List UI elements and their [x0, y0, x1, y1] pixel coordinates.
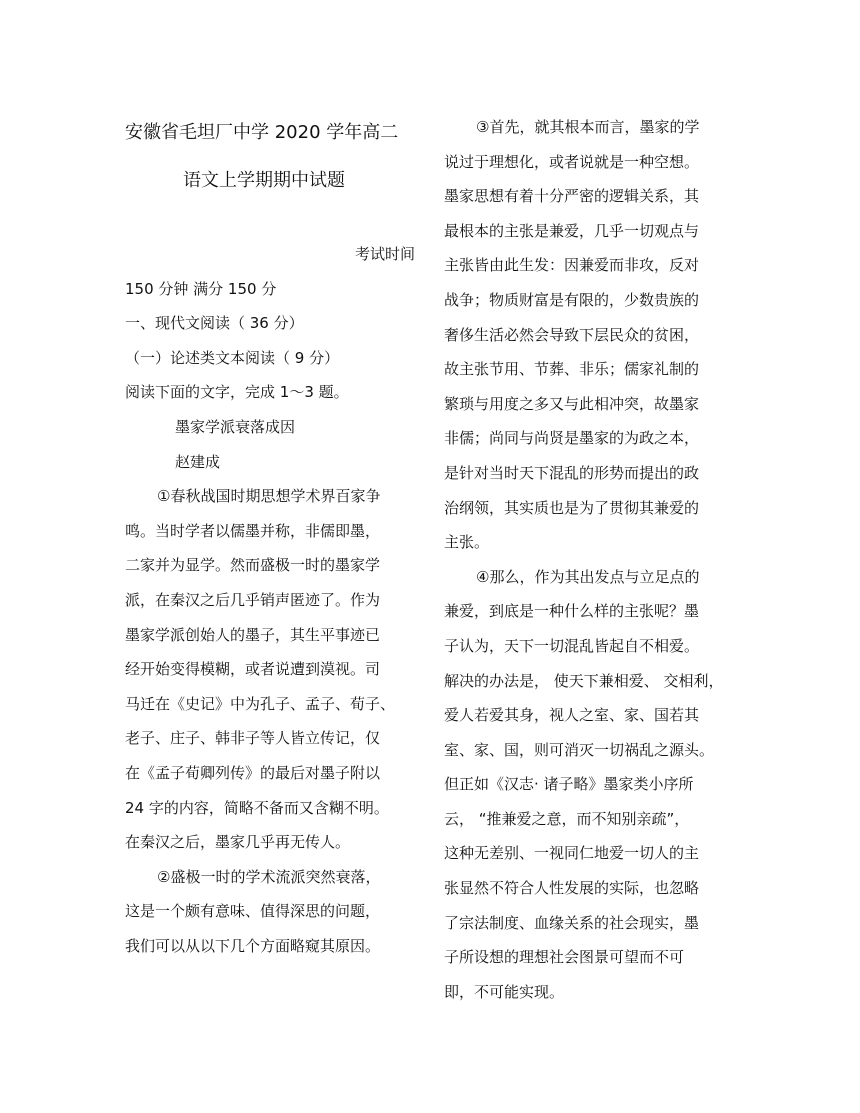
text-line: 室、家、国，则可消灭一切祸乱之源头。: [444, 740, 715, 759]
text-line: 了宗法制度、血缘关系的社会现实，墨: [444, 913, 700, 932]
text-line: 云， “推兼爱之意，而不知别亲疏”，: [444, 809, 690, 828]
text-line: 派，在秦汉之后几乎销声匿迹了。作为: [125, 590, 381, 609]
subsection-heading: （一）论述类文本阅读（ 9 分）: [125, 348, 340, 367]
text-line: 老子、庄子、韩非子等人皆立传记，仅: [125, 729, 381, 748]
text-line: 经开始变得模糊，或者说遭到漠视。司: [125, 660, 381, 679]
text-line: 说过于理想化，或者说就是一种空想。: [444, 152, 700, 171]
text-line: 墨家学派创始人的墨子，其生平事迹已: [125, 625, 381, 644]
text-line: 但正如《汉志· 诸子略》墨家类小序所: [444, 775, 694, 794]
text-line: ④那么，作为其出发点与立足点的: [476, 567, 700, 586]
text-line: 最根本的主张是兼爱，几乎一切观点与: [444, 221, 700, 240]
text-line: 即，不可能实现。: [444, 982, 565, 1001]
text-line: 这种无差别、一视同仁地爱一切人的主: [444, 844, 700, 863]
text-line: 是针对当时天下混乱的形势而提出的政: [444, 463, 700, 482]
paragraph-3: [444, 110, 744, 560]
article-author: 赵建成: [175, 452, 221, 471]
text-line: 繁琐与用度之多又与此相冲突，故墨家: [444, 394, 700, 413]
text-line: 治纲领，其实质也是为了贯彻其兼爱的: [444, 498, 700, 517]
paragraph-4: [444, 560, 744, 1010]
text-line: 这是一个颇有意味、值得深思的问题，: [125, 902, 381, 921]
paragraph-2: [125, 860, 415, 964]
document-title-line-1: 安徽省毛坦厂中学 2020 学年高二: [125, 122, 399, 143]
instruction-text: 阅读下面的文字，完成 1～3 题。: [125, 383, 349, 402]
text-line: 鸣。当时学者以儒墨并称，非儒即墨，: [125, 521, 381, 540]
text-line: 兼爱，到底是一种什么样的主张呢？墨: [444, 602, 700, 621]
text-line: 在秦汉之后，墨家几乎再无传人。: [125, 833, 351, 852]
text-line: ②盛极一时的学术流派突然衰落，: [157, 867, 381, 886]
text-line: 张显然不符合人性发展的实际，也忽略: [444, 879, 700, 898]
text-line: 非儒；尚同与尚贤是墨家的为政之本，: [444, 429, 700, 448]
document-title-line-2: 语文上学期期中试题: [183, 170, 345, 191]
paragraph-1: [125, 479, 415, 860]
text-line: 马迁在《史记》中为孔子、孟子、荀子、: [125, 694, 396, 713]
text-line: 解决的办法是， 使天下兼相爱、 交相利，: [444, 671, 724, 690]
text-line: 爱人若爱其身，视人之室、家、国若其: [444, 706, 700, 725]
section-heading: 一、现代文阅读（ 36 分）: [125, 314, 304, 333]
exam-info: 150 分钟 满分 150 分: [125, 279, 277, 298]
text-line: 子认为，天下一切混乱皆起自不相爱。: [444, 636, 700, 655]
text-line: 主张皆由此生发：因兼爱而非攻，反对: [444, 256, 700, 275]
left-column: [125, 115, 415, 963]
text-line: ①春秋战国时期思想学术界百家争: [157, 487, 381, 506]
article-title: 墨家学派衰落成因: [175, 417, 296, 436]
text-line: ③首先，就其根本而言，墨家的学: [476, 118, 700, 136]
text-line: 我们可以从以下几个方面略窥其原因。: [125, 936, 381, 955]
text-line: 子所设想的理想社会图景可望而不可: [444, 948, 685, 967]
exam-time-label: 考试时间: [354, 245, 415, 263]
right-column: [444, 110, 744, 1009]
text-line: 奢侈生活必然会导致下层民众的贫困，: [444, 325, 700, 344]
text-line: 墨家思想有着十分严密的逻辑关系，其: [444, 187, 700, 206]
text-line: 主张。: [444, 533, 490, 552]
text-line: 战争；物质财富是有限的，少数贵族的: [444, 290, 700, 309]
text-line: 二家并为显学。然而盛极一时的墨家学: [125, 556, 381, 575]
text-line: 故主张节用、节葬、非乐；儒家礼制的: [444, 360, 700, 379]
text-line: 24 字的内容，简略不备而又含糊不明。: [125, 798, 389, 817]
text-line: 在《孟子荀卿列传》的最后对墨子附以: [125, 763, 381, 782]
